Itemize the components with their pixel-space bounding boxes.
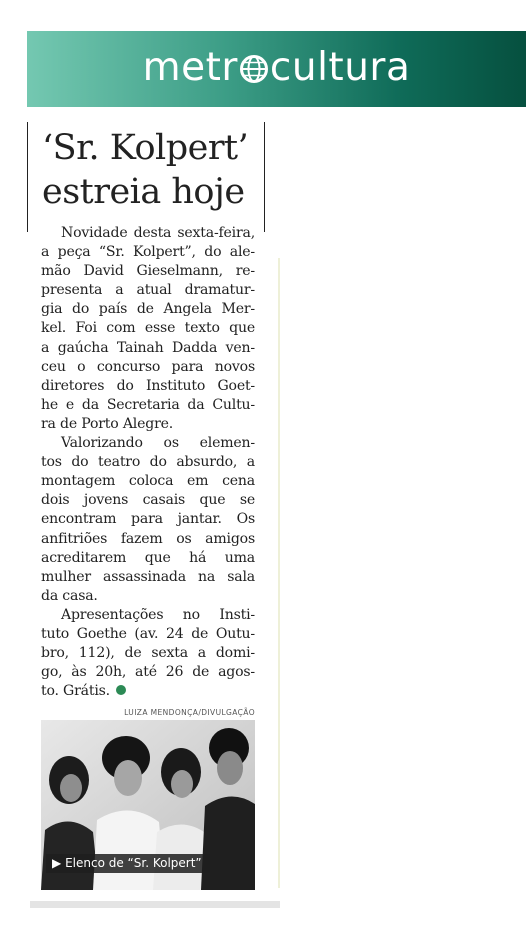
- article-line: acreditarem que há uma: [41, 549, 255, 566]
- masthead-left: metr: [142, 45, 238, 90]
- article-line: tuto Goethe (av. 24 de Outu-: [41, 625, 255, 642]
- article-line: he e da Secretaria da Cultu-: [41, 396, 255, 413]
- masthead: [27, 45, 526, 91]
- article-line: kel. Foi com esse texto que: [41, 320, 255, 337]
- metro-logo-icon: [116, 685, 126, 695]
- cast-photo: [41, 720, 255, 890]
- photo-caption: [46, 854, 210, 873]
- article-line: Apresentações no Insti-: [61, 606, 255, 623]
- headline-box: [27, 122, 265, 232]
- article-line: to. Grátis.: [41, 682, 255, 701]
- article-line: a gaúcha Tainah Dadda ven-: [41, 339, 255, 356]
- article-line: mão David Gieselmann, re-: [41, 263, 255, 280]
- headline-line-1: ‘Sr. Kolpert’: [42, 128, 249, 168]
- article-line: da casa.: [41, 587, 98, 604]
- globe-icon: [239, 54, 269, 84]
- article-line: ceu o concurso para novos: [41, 358, 255, 375]
- article-line: bro, 112), de sexta a domi-: [41, 645, 255, 662]
- article-line: ra de Porto Alegre.: [41, 415, 174, 432]
- play-triangle-icon: ▶: [52, 856, 62, 870]
- article-line: Novidade desta sexta-feira,: [61, 225, 255, 241]
- article-line: montagem coloca em cena: [41, 473, 255, 490]
- signature: [116, 682, 128, 701]
- article-line: mulher assassinada na sala: [41, 568, 255, 585]
- article-line: gia do país de Angela Mer-: [41, 301, 255, 318]
- column-rule: [278, 258, 280, 888]
- headline: [42, 126, 248, 214]
- article-line: tos do teatro do absurdo, a: [41, 454, 255, 471]
- section-banner: [27, 31, 526, 107]
- article-line: presenta a atual dramatur-: [41, 282, 255, 299]
- article-line: go, às 20h, até 26 de agos-: [41, 664, 255, 681]
- article-line: anfitriões fazem os amigos: [41, 530, 255, 547]
- article-body: [41, 224, 255, 701]
- headline-line-2: estreia hoje: [42, 172, 245, 212]
- masthead-right: cultura: [269, 45, 411, 90]
- article-line: encontram para jantar. Os: [41, 511, 255, 528]
- photo-caption-text: Elenco de “Sr. Kolpert”: [65, 856, 202, 870]
- photo-credit: LUIZA MENDONÇA/DIVULGAÇÃO: [124, 708, 255, 717]
- article-line: a peça “Sr. Kolpert”, do ale-: [41, 244, 255, 261]
- article-line: dois jovens casais que se: [41, 492, 255, 509]
- bottom-bar: [30, 901, 280, 908]
- article-line: Valorizando os elemen-: [61, 435, 255, 452]
- article-line: diretores do Instituto Goet-: [41, 377, 255, 394]
